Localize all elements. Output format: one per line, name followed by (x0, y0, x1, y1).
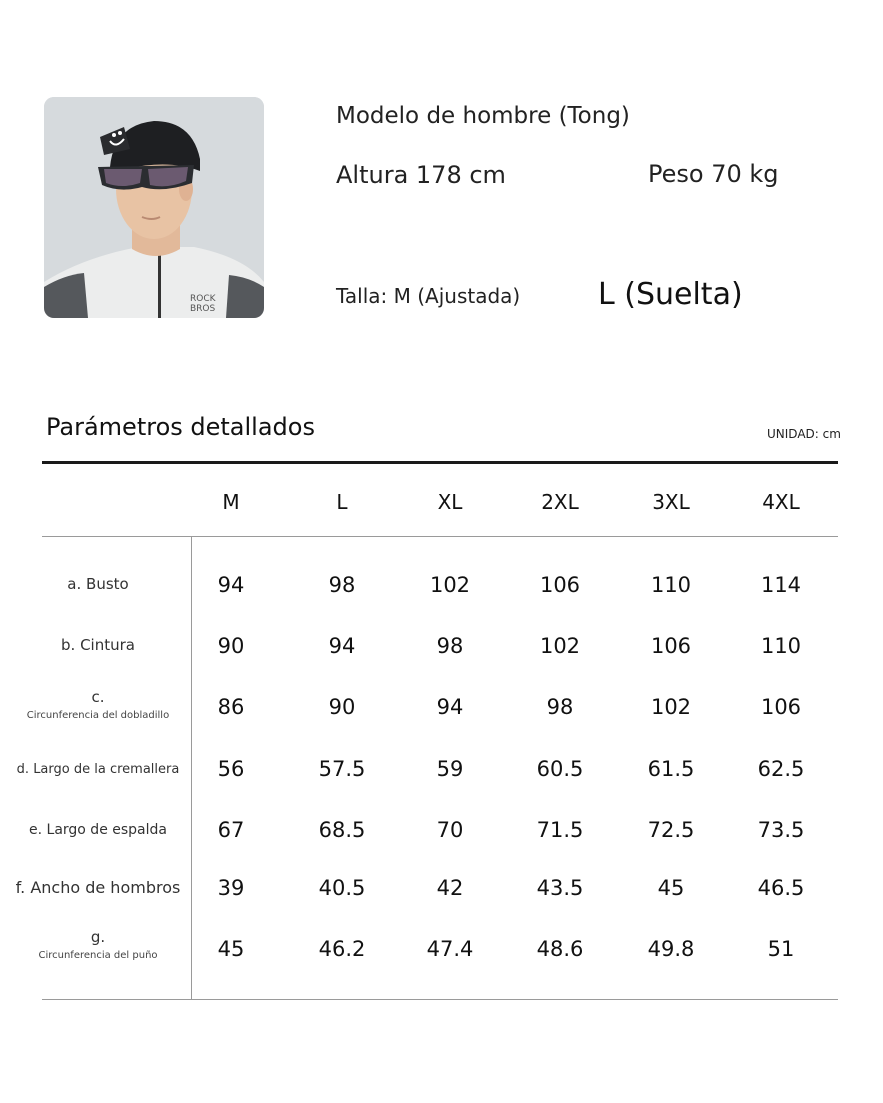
table-cell: 73.5 (757, 818, 805, 842)
table-cell: 61.5 (647, 757, 695, 781)
table-header-rule (42, 536, 838, 537)
table-cell: 94 (217, 573, 245, 597)
size-header-m: M (222, 490, 240, 514)
table-cell: 106 (650, 634, 692, 658)
unit-label: UNIDAD: cm (767, 427, 841, 441)
model-size-fitted: Talla: M (Ajustada) (336, 284, 521, 308)
row-label-bust (8, 575, 188, 593)
table-cell: 62.5 (757, 757, 805, 781)
table-cell: 98 (436, 634, 464, 658)
row-label-back-length (8, 822, 188, 838)
table-cell: 110 (760, 634, 802, 658)
table-cell: 43.5 (536, 876, 584, 900)
row-label-text: e. Largo de espalda (29, 822, 167, 838)
model-weight: Peso 70 kg (648, 160, 779, 188)
table-cell: 46.5 (757, 876, 805, 900)
table-bottom-rule (42, 999, 838, 1000)
size-header-4xl: 4XL (762, 490, 800, 514)
row-label-text: f. Ancho de hombros (15, 878, 181, 897)
table-cell: 94 (436, 695, 464, 719)
model-photo (44, 97, 264, 318)
table-cell: 51 (767, 937, 795, 961)
section-title: Parámetros detallados (46, 413, 315, 441)
size-header-2xl: 2XL (541, 490, 579, 514)
model-size-loose: L (Suelta) (598, 277, 743, 312)
row-label-hem (8, 688, 188, 721)
table-cell: 68.5 (318, 818, 366, 842)
row-label-sub: Circunferencia del puño (38, 950, 158, 961)
jersey-logo-line2: BROS (190, 304, 216, 314)
size-header-l: L (336, 490, 348, 514)
table-cell: 90 (328, 695, 356, 719)
row-label-text: b. Cintura (61, 636, 135, 654)
table-cell: 48.6 (536, 937, 584, 961)
size-header-xl: XL (437, 490, 463, 514)
table-cell: 114 (760, 573, 802, 597)
table-top-rule (42, 461, 838, 464)
row-label-waist (8, 636, 188, 654)
model-title: Modelo de hombre (Tong) (336, 103, 630, 129)
table-cell: 47.4 (426, 937, 474, 961)
table-cell: 60.5 (536, 757, 584, 781)
row-label-text: d. Largo de la cremallera (16, 762, 180, 777)
table-cell: 45 (657, 876, 685, 900)
table-cell: 40.5 (318, 876, 366, 900)
table-cell: 56 (217, 757, 245, 781)
model-height: Altura 178 cm (336, 161, 506, 189)
table-cell: 94 (328, 634, 356, 658)
table-cell: 71.5 (536, 818, 584, 842)
table-cell: 39 (217, 876, 245, 900)
row-label-text: g. (90, 928, 106, 946)
table-cell: 46.2 (318, 937, 366, 961)
row-label-zipper (8, 762, 188, 777)
table-cell: 86 (217, 695, 245, 719)
table-cell: 102 (429, 573, 471, 597)
row-label-text: c. (91, 688, 105, 706)
table-cell: 67 (217, 818, 245, 842)
row-label-text: a. Busto (67, 575, 129, 593)
row-label-sub: Circunferencia del dobladillo (26, 710, 170, 721)
table-cell: 57.5 (318, 757, 366, 781)
table-cell: 59 (436, 757, 464, 781)
table-cell: 45 (217, 937, 245, 961)
table-cell: 110 (650, 573, 692, 597)
table-cell: 106 (539, 573, 581, 597)
table-cell: 98 (328, 573, 356, 597)
row-label-cuff (8, 928, 188, 961)
table-cell: 102 (539, 634, 581, 658)
table-cell: 102 (650, 695, 692, 719)
table-cell: 70 (436, 818, 464, 842)
table-cell: 106 (760, 695, 802, 719)
table-cell: 49.8 (647, 937, 695, 961)
row-label-shoulder-width (8, 878, 188, 897)
table-cell: 98 (546, 695, 574, 719)
table-cell: 72.5 (647, 818, 695, 842)
table-cell: 90 (217, 634, 245, 658)
jersey-logo-line1: ROCK (190, 294, 216, 304)
size-header-3xl: 3XL (652, 490, 690, 514)
table-cell: 42 (436, 876, 464, 900)
